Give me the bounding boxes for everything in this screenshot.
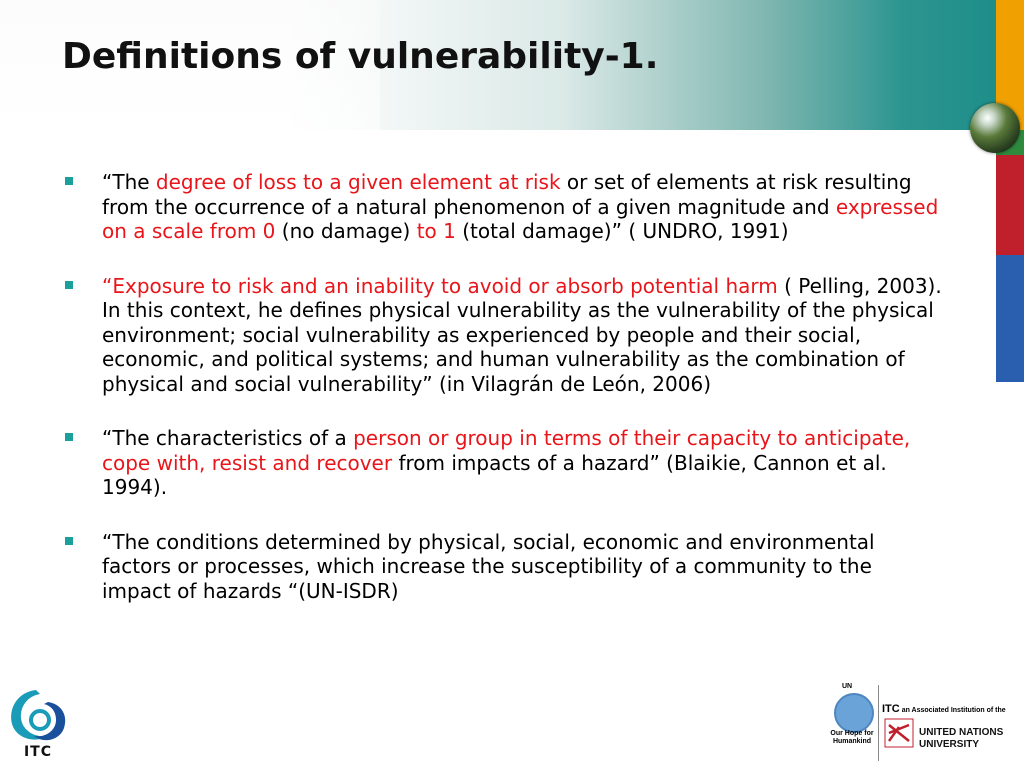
definition-item — [62, 530, 942, 604]
blue-bar — [996, 255, 1024, 382]
un-hope-text: Our Hope for Humankind — [830, 730, 874, 745]
footer-divider — [878, 685, 879, 761]
definition-text: “The characteristics of a — [102, 426, 354, 450]
globe-icon — [970, 103, 1020, 153]
slide-title: Definitions of vulnerability-1. — [62, 36, 659, 77]
definition-text: (no damage) — [275, 219, 417, 243]
unu-name-line2: UNIVERSITY — [919, 739, 980, 750]
itc-bold-label: ITC — [882, 703, 900, 715]
itc-association — [882, 703, 1006, 715]
highlighted-text: to 1 — [416, 219, 456, 243]
highlighted-text: expressed on a scale from 0 — [102, 194, 939, 243]
unu-name-line1: UNITED NATIONS — [919, 727, 1004, 738]
definition-item — [62, 274, 942, 397]
definition-item — [62, 170, 942, 244]
definition-text: “The conditions determined by physical, social, economic and environmental factors or processes, which increase the susceptibility of a community to the impact of hazards “(UN-ISDR) — [102, 529, 875, 603]
highlighted-text: “Exposure to risk and an inability to avoid or absorb potential harm — [102, 273, 778, 298]
bullet-icon — [65, 433, 73, 441]
un-itc-footer — [826, 683, 1014, 765]
itc-assoc-text: an Associated Institution of the — [901, 707, 1006, 714]
unu-name — [919, 727, 1003, 751]
bullet-icon — [65, 281, 73, 289]
definition-list — [62, 170, 942, 603]
un-emblem-icon — [834, 693, 874, 733]
bullet-icon — [65, 537, 73, 545]
bullet-icon — [65, 177, 73, 185]
un-label: UN — [842, 683, 853, 690]
itc-logo-text: ITC — [23, 744, 53, 760]
highlighted-text: degree of loss to a given element at risk — [155, 170, 561, 194]
red-bar — [996, 155, 1024, 255]
definition-text: ( Pelling, 2003). In this context, he defines physical vulnerability as the vulnerability of the physical environment; social vulnerability as experienced by people and their social, economic, and political systems; and human vulnerability as the combination of physical and social vulnerability” (in Vilagrán de León, 2006) — [102, 273, 942, 396]
definition-text: or set of elements at risk resulting from the occurrence of a natural phenomenon of a given magnitude and — [102, 170, 912, 219]
definition-text: “The — [102, 170, 156, 194]
unu-logo-icon — [883, 717, 915, 749]
definition-text: (total damage)” ( UNDRO, 1991) — [455, 219, 789, 243]
definition-item — [62, 426, 942, 500]
definition-text: from impacts of a hazard” (Blaikie, Cannon et al. 1994). — [102, 450, 887, 499]
highlighted-text: person or group in terms of their capacity to anticipate, cope with, resist and recover — [102, 426, 911, 475]
side-color-bars — [996, 0, 1024, 382]
